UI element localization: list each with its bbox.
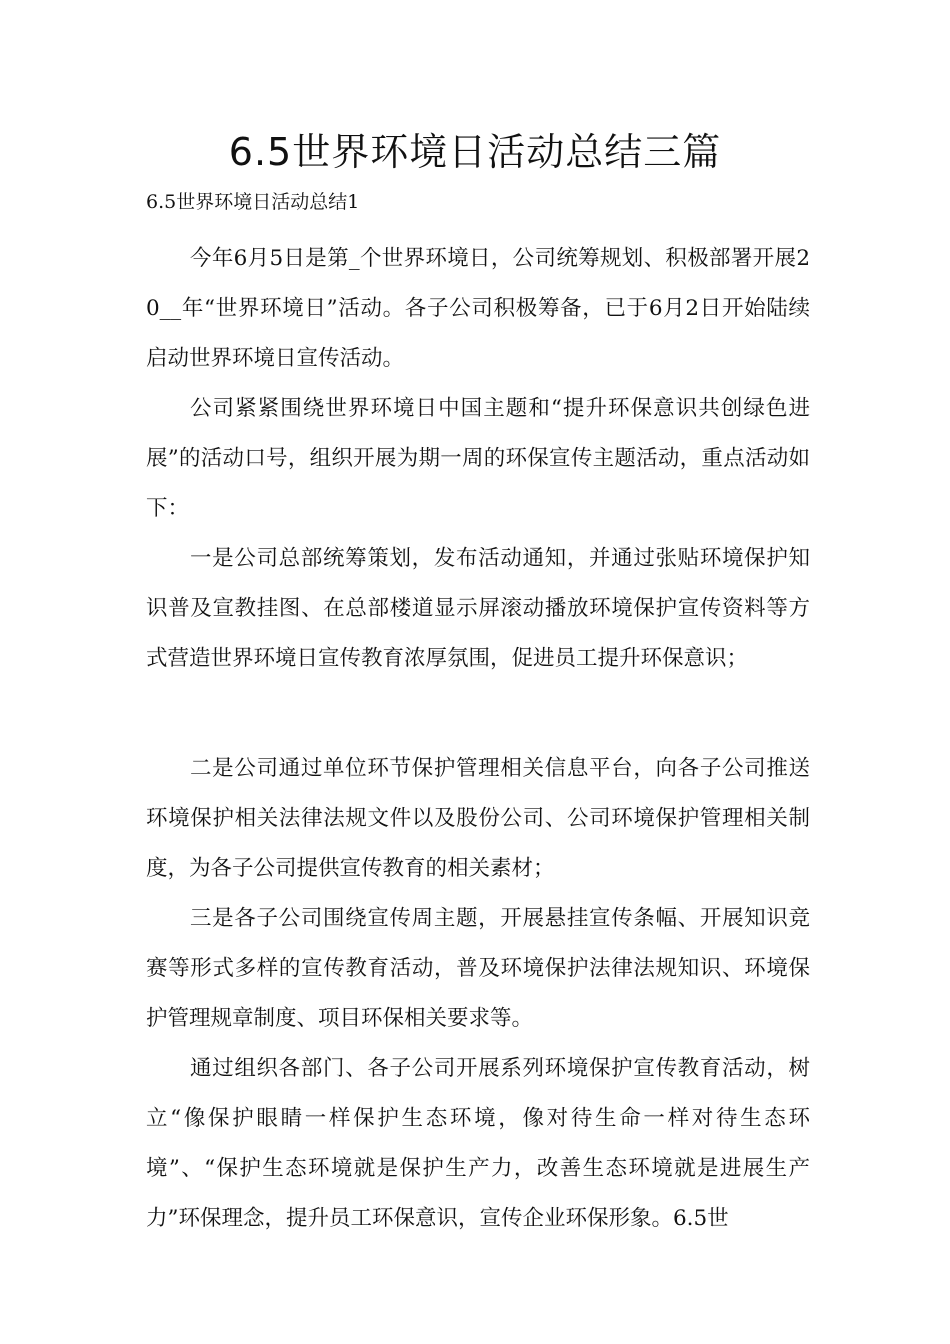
document-body [146,234,810,1244]
paragraph-item-one: 一是公司总部统筹策划，发布活动通知，并通过张贴环境保护知识普及宣教挂图、在总部楼道显示屏滚动播放环境保护宣传资料等方式营造世界环境日宣传教育浓厚氛围，促进员工提升环保意识； [146,546,810,671]
paragraph-item-three: 三是各子公司围绕宣传周主题，开展悬挂宣传条幅、开展知识竞赛等形式多样的宣传教育活动，普及环境保护法律法规知识、环境保护管理规章制度、项目环保相关要求等。 [146,906,810,1031]
paragraph-gap [146,684,810,744]
paragraph-conclusion: 通过组织各部门、各子公司开展系列环境保护宣传教育活动，树立“像保护眼睛一样保护生态环境，像对待生命一样对待生态环境”、“保护生态环境就是保护生产力，改善生态环境就是进展生产力”环保理念，提升员工环保意识，宣传企业环保形象。6.5世 [146,1056,810,1231]
document-title: 6.5世界环境日活动总结三篇 [228,130,722,174]
paragraph-intro: 今年6月5日是第_个世界环境日，公司统筹规划、积极部署开展20__年“世界环境日”活动。各子公司积极筹备，已于6月2日开始陆续启动世界环境日宣传活动。 [146,246,810,371]
section-heading: 6.5世界环境日活动总结1 [146,191,360,213]
paragraph-item-two: 二是公司通过单位环节保护管理相关信息平台，向各子公司推送环境保护相关法律法规文件以及股份公司、公司环境保护管理相关制度，为各子公司提供宣传教育的相关素材； [146,756,810,881]
paragraph-theme: 公司紧紧围绕世界环境日中国主题和“提升环保意识共创绿色进展”的活动口号，组织开展为期一周的环保宣传主题活动，重点活动如下： [146,396,810,521]
